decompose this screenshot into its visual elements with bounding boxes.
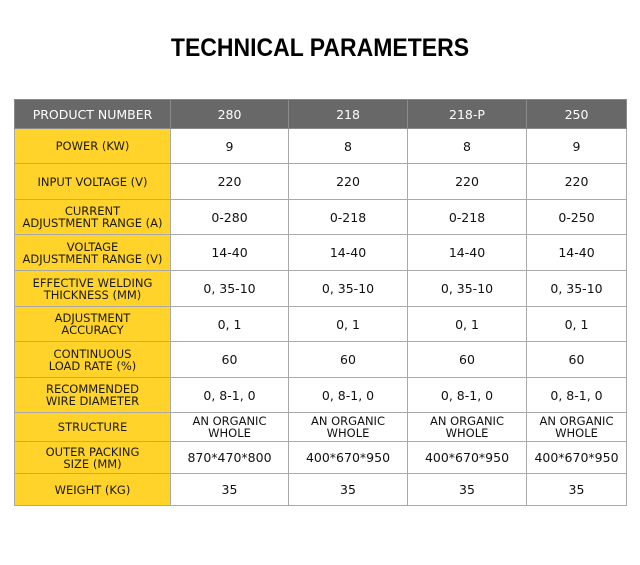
row-value: 35: [408, 474, 527, 506]
table-row: [15, 200, 627, 235]
row-value: 0, 1: [527, 307, 627, 342]
row-value: 400*670*950: [527, 442, 627, 474]
row-value: 400*670*950: [289, 442, 408, 474]
row-value: 0, 35-10: [408, 271, 527, 307]
table-row: [15, 307, 627, 342]
table-row: [15, 164, 627, 200]
row-value: 60: [527, 342, 627, 378]
row-value: 0, 8-1, 0: [527, 378, 627, 413]
row-value: 220: [171, 164, 289, 200]
header-product-number: PRODUCT NUMBER: [15, 100, 171, 129]
row-value: 220: [527, 164, 627, 200]
row-value: 0, 1: [171, 307, 289, 342]
table-row: [15, 342, 627, 378]
row-value: 14-40: [527, 235, 627, 271]
row-value: 220: [289, 164, 408, 200]
table-row: [15, 235, 627, 271]
row-label: RECOMMENDED WIRE DIAMETER: [15, 378, 171, 413]
header-model-250: 250: [527, 100, 627, 129]
row-value: 0-218: [289, 200, 408, 235]
row-label: ADJUSTMENT ACCURACY: [15, 307, 171, 342]
table-row: [15, 129, 627, 164]
row-value: 0, 8-1, 0: [171, 378, 289, 413]
row-value: AN ORGANIC WHOLE: [527, 413, 627, 442]
row-value: 60: [171, 342, 289, 378]
header-model-280: 280: [171, 100, 289, 129]
row-value: 0, 1: [289, 307, 408, 342]
row-value: 400*670*950: [408, 442, 527, 474]
row-value: 14-40: [408, 235, 527, 271]
row-value: 0-280: [171, 200, 289, 235]
row-value: 9: [527, 129, 627, 164]
row-value: 0, 1: [408, 307, 527, 342]
row-value: 0-250: [527, 200, 627, 235]
row-value: 8: [408, 129, 527, 164]
page-title: TECHNICAL PARAMETERS: [170, 34, 470, 62]
header-model-218p: 218-P: [408, 100, 527, 129]
row-value: 14-40: [289, 235, 408, 271]
row-label: VOLTAGE ADJUSTMENT RANGE (V): [15, 235, 171, 271]
row-value: 60: [408, 342, 527, 378]
row-value: 0, 8-1, 0: [408, 378, 527, 413]
table-header-row: [15, 100, 627, 129]
row-label: STRUCTURE: [15, 413, 171, 442]
row-value: 220: [408, 164, 527, 200]
row-value: 0, 35-10: [171, 271, 289, 307]
table-row: [15, 413, 627, 442]
row-label: INPUT VOLTAGE (V): [15, 164, 171, 200]
row-value: 870*470*800: [171, 442, 289, 474]
row-value: 60: [289, 342, 408, 378]
row-label: OUTER PACKING SIZE (MM): [15, 442, 171, 474]
row-value: 8: [289, 129, 408, 164]
row-value: 0-218: [408, 200, 527, 235]
row-label: EFFECTIVE WELDING THICKNESS (MM): [15, 271, 171, 307]
row-label: CURRENT ADJUSTMENT RANGE (A): [15, 200, 171, 235]
table-row: [15, 271, 627, 307]
row-value: AN ORGANIC WHOLE: [408, 413, 527, 442]
technical-parameters-table: [14, 99, 627, 506]
row-label: POWER (KW): [15, 129, 171, 164]
header-model-218: 218: [289, 100, 408, 129]
table-row: [15, 442, 627, 474]
row-value: 35: [527, 474, 627, 506]
table-row: [15, 378, 627, 413]
row-value: 14-40: [171, 235, 289, 271]
row-value: 0, 35-10: [527, 271, 627, 307]
row-label: CONTINUOUS LOAD RATE (%): [15, 342, 171, 378]
table-row: [15, 474, 627, 506]
row-value: AN ORGANIC WHOLE: [171, 413, 289, 442]
table-body: [15, 129, 627, 506]
row-value: 9: [171, 129, 289, 164]
row-value: 0, 35-10: [289, 271, 408, 307]
row-value: 35: [171, 474, 289, 506]
row-value: 0, 8-1, 0: [289, 378, 408, 413]
row-value: AN ORGANIC WHOLE: [289, 413, 408, 442]
row-label: WEIGHT (KG): [15, 474, 171, 506]
row-value: 35: [289, 474, 408, 506]
